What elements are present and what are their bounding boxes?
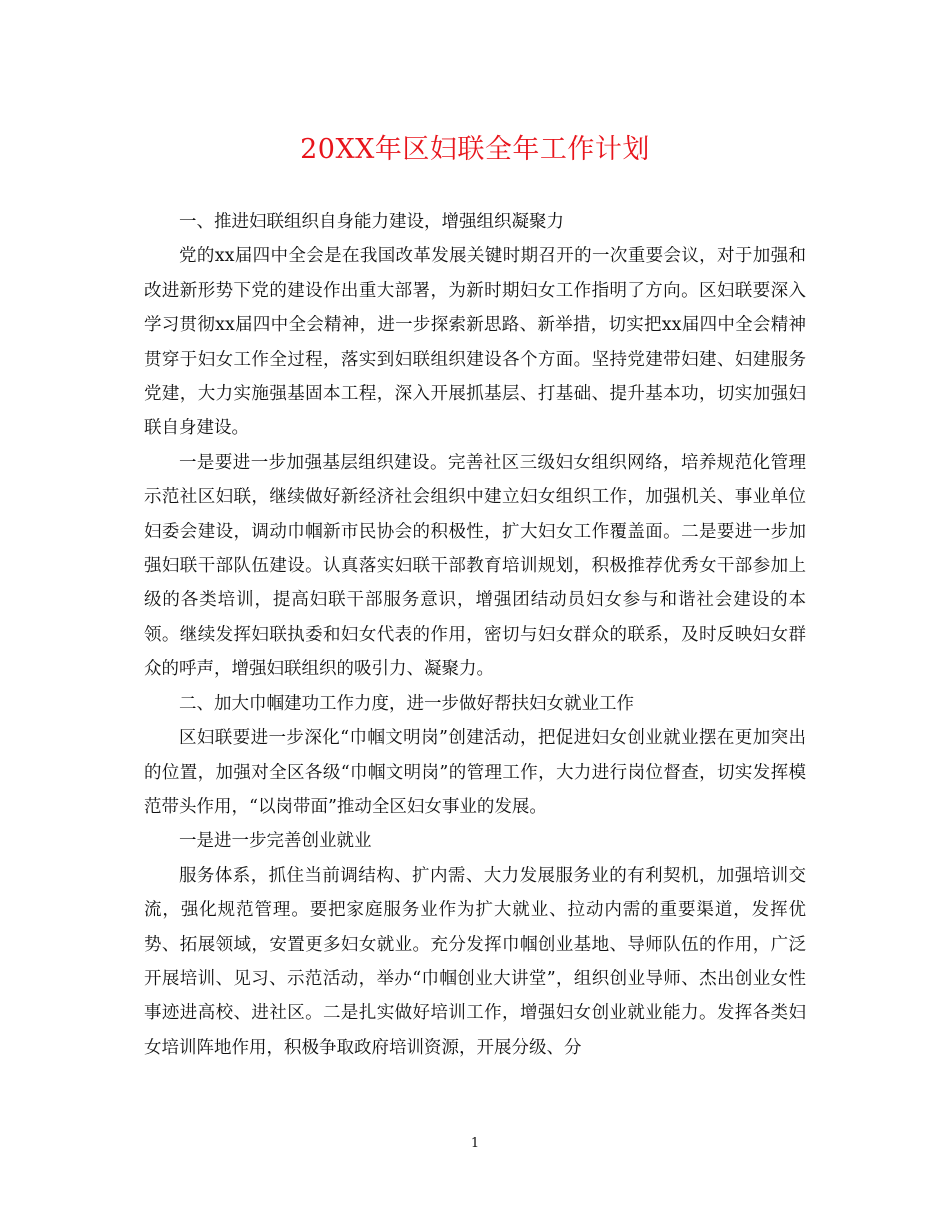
document-title: 20XX年区妇联全年工作计划 <box>300 134 650 165</box>
section-heading-2: 二、加大巾帼建功工作力度，进一步做好帮扶妇女就业工作 <box>179 693 634 714</box>
page-number: 1 <box>470 1136 480 1151</box>
section-heading-1: 一、推进妇联组织自身能力建设，增强组织凝聚力 <box>179 212 564 232</box>
body-paragraph: 一是要进一步加强基层组织建设。完善社区三级妇女组织网络，培养规范化管理示范社区妇联，继续做好新经济社会组织中建立妇女组织工作，加强机关、事业单位妇委会建设，调动巾帼新市民协会的积极性，扩大妇女工作覆盖面。二是要进一步加强妇联干部队伍建设。认真落实妇联干部教育培训规划，积极推荐优秀女干部参加上级的各类培训，提高妇联干部服务意识，增强团结动员妇女参与和谐社会建设的本领。继续发挥妇联执委和妇女代表的作用，密切与妇女群众的联系，及时反映妇女群众的呼声，增强妇联组织的吸引力、凝聚力。 <box>144 452 806 680</box>
body-paragraph: 区妇联要进一步深化“巾帼文明岗”创建活动，把促进妇女创业就业摆在更加突出的位置，加强对全区各级“巾帼文明岗”的管理工作，大力进行岗位督查，切实发挥模范带头作用，“以岗带面”推动全区妇女事业的发展。 <box>144 728 806 817</box>
body-paragraph: 服务体系，抓住当前调结构、扩内需、大力发展服务业的有利契机，加强培训交流，强化规范管理。要把家庭服务业作为扩大就业、拉动内需的重要渠道，发挥优势、拓展领域，安置更多妇女就业。充分发挥巾帼创业基地、导师队伍的作用，广泛开展培训、见习、示范活动，举办“巾帼创业大讲堂”，组织创业导师、杰出创业女性事迹进高校、进社区。二是扎实做好培训工作，增强妇女创业就业能力。发挥各类妇女培训阵地作用，积极争取政府培训资源，开展分级、分 <box>144 865 806 1058</box>
document-body <box>144 205 806 1065</box>
sub-heading: 一是进一步完善创业就业 <box>179 831 372 852</box>
body-paragraph: 党的xx届四中全会是在我国改革发展关键时期召开的一次重要会议，对于加强和改进新形势下党的建设作出重大部署，为新时期妇女工作指明了方向。区妇联要深入学习贯彻xx届四中全会精神，进一步探索新思路、新举措，切实把xx届四中全会精神贯穿于妇女工作全过程，落实到妇联组织建设各个方面。坚持党建带妇建、妇建服务党建，大力实施强基固本工程，深入开展抓基层、打基础、提升基本功，切实加强妇联自身建设。 <box>144 246 806 439</box>
